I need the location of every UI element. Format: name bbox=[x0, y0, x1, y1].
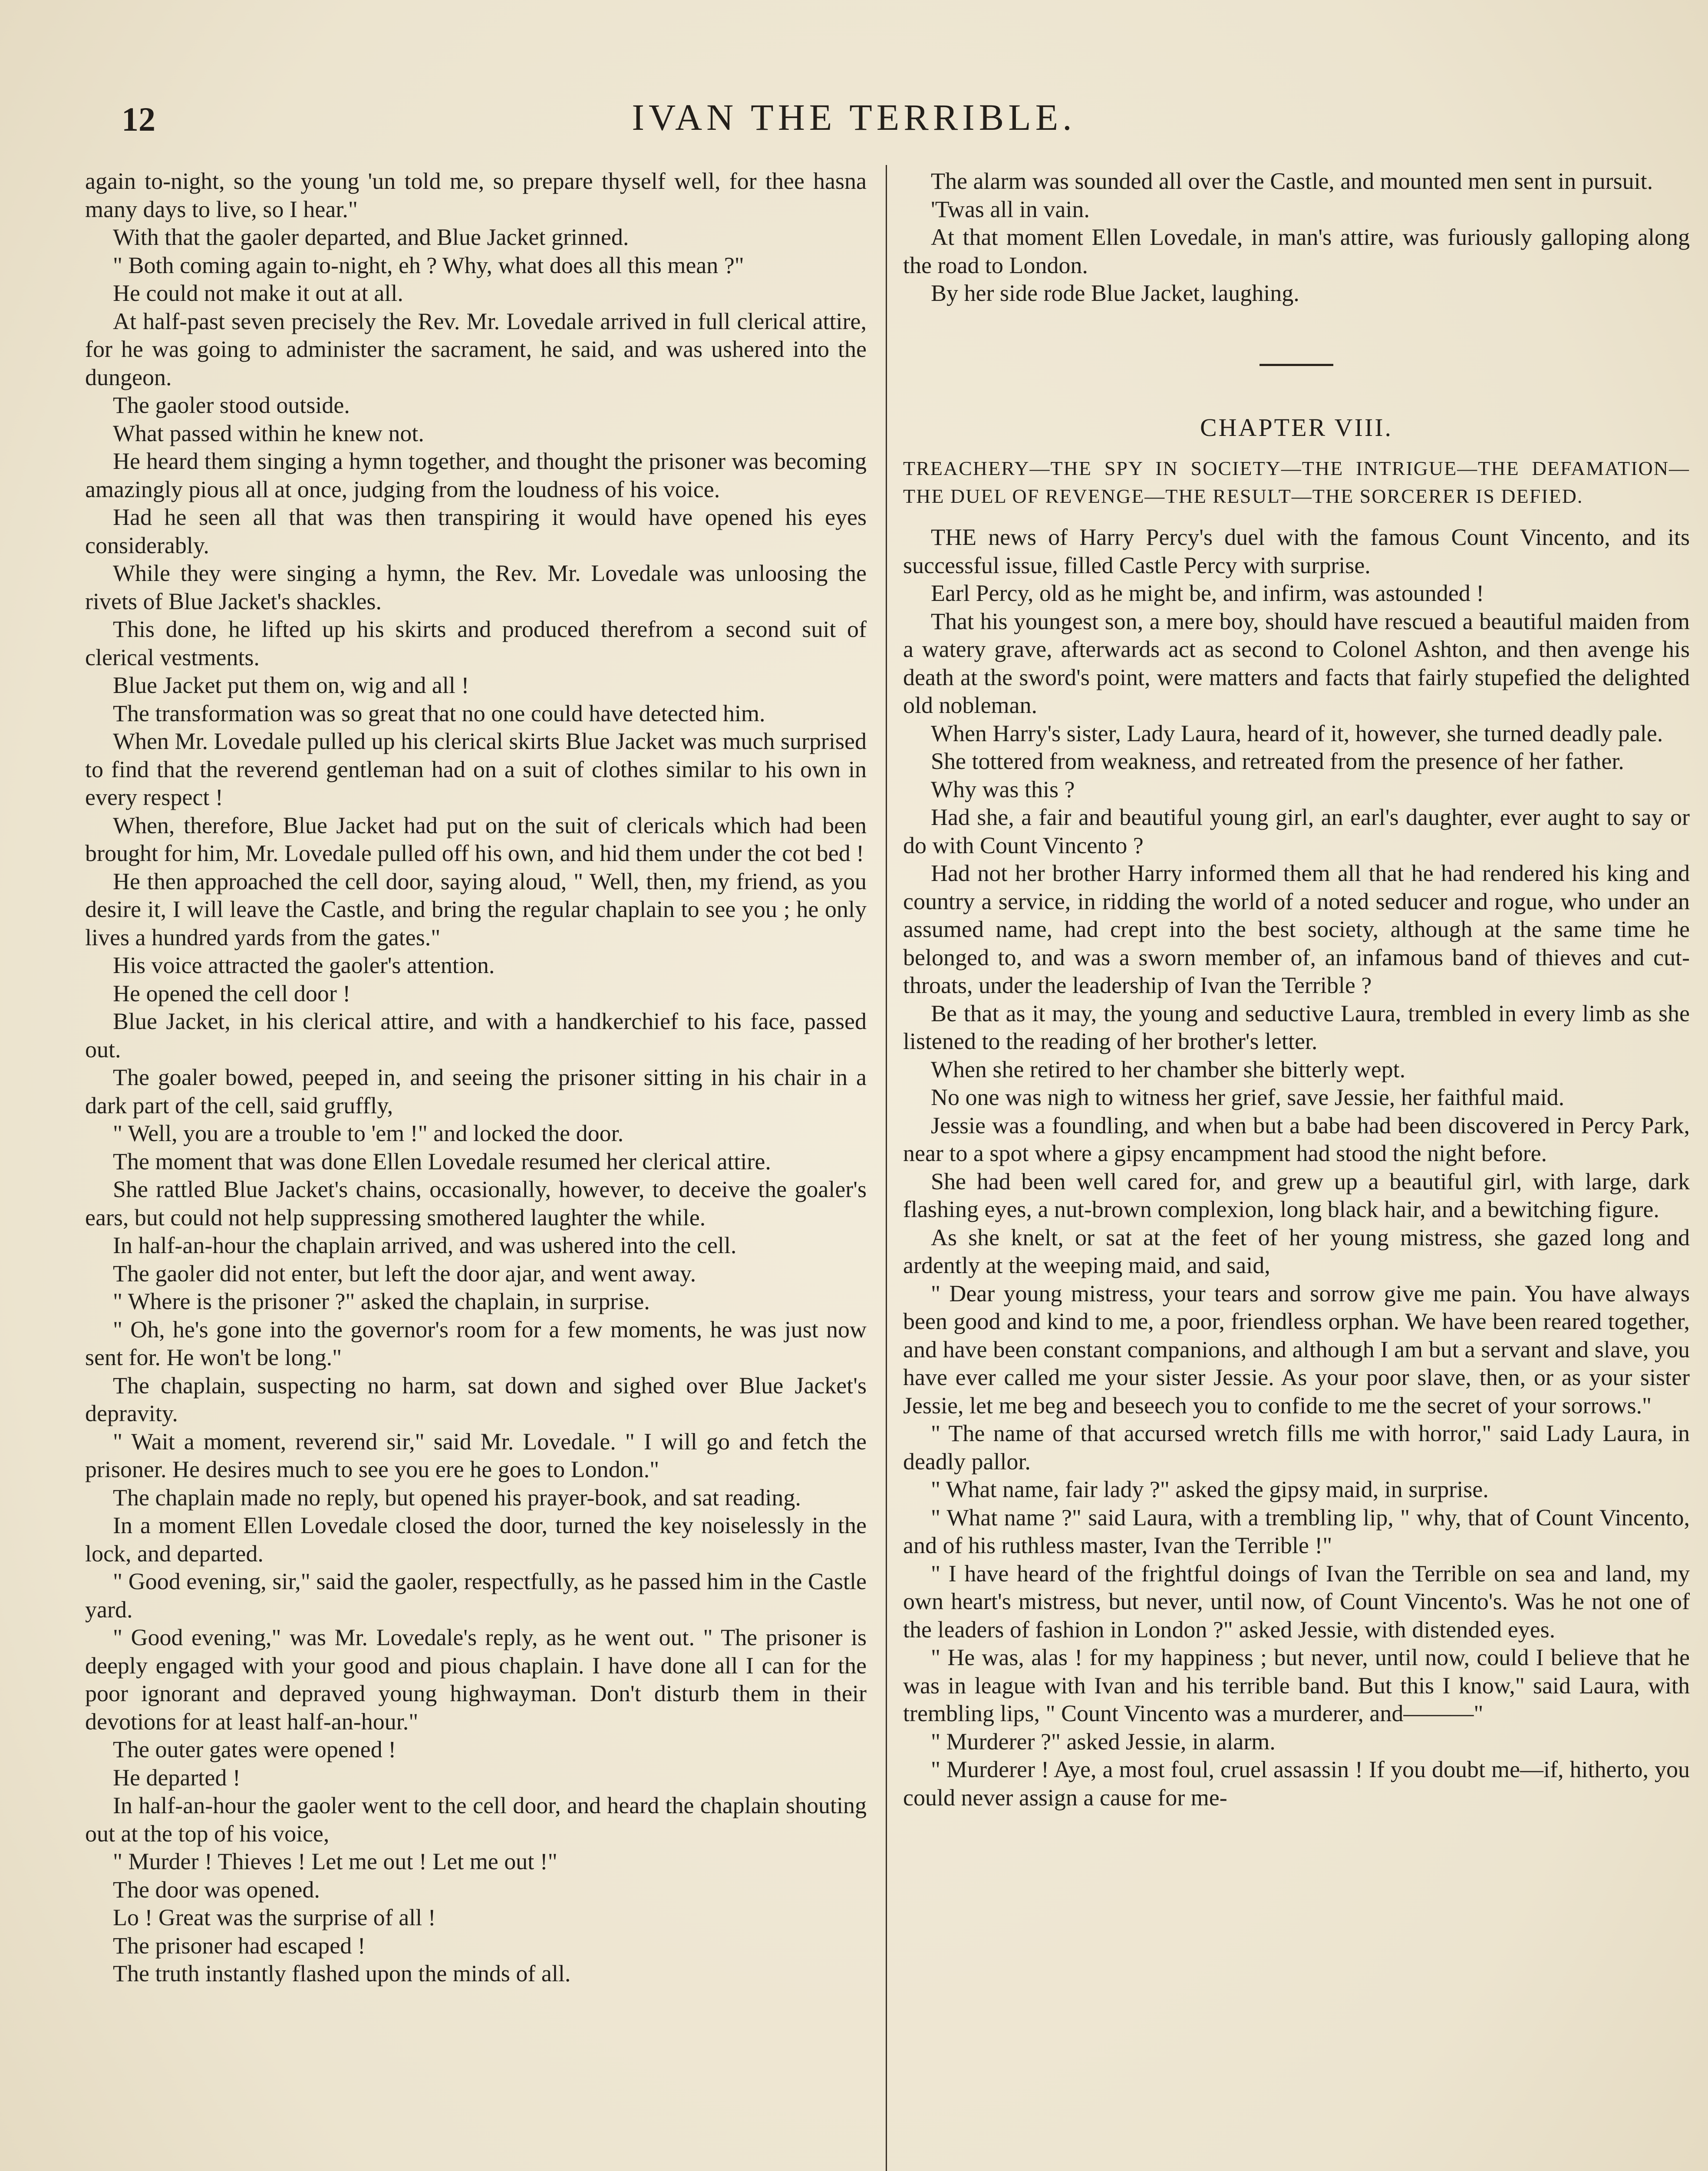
paragraph: When Mr. Lovedale pulled up his clerical skirts Blue Jacket was much surprised to find that the reverend gentleman had on a suit of clothes similar to his own in every respect ! bbox=[85, 728, 867, 810]
right-column bbox=[903, 167, 1690, 2171]
paragraph: When, therefore, Blue Jacket had put on the suit of clericals which had been brought for him, Mr. Lovedale pulled off his own, and hid them under the cot bed ! bbox=[85, 812, 867, 866]
left-column bbox=[85, 167, 867, 2171]
paragraph: He departed ! bbox=[113, 1764, 241, 1791]
paragraph: This done, he lifted up his skirts and produced therefrom a second suit of clerical vestments. bbox=[85, 616, 867, 670]
paragraph: In a moment Ellen Lovedale closed the door, turned the key noiselessly in the lock, and departed. bbox=[85, 1512, 867, 1567]
chapter-summary: TREACHERY—THE SPY IN SOCIETY—THE INTRIGUE—THE DEFAMATION—THE DUEL OF REVENGE—THE RESULT—THE SORCERER IS DEFIED. bbox=[903, 457, 1690, 507]
paragraph: Jessie was a foundling, and when but a babe had been discovered in Percy Park, near to a spot where a gipsy encampment had stood the night before. bbox=[903, 1112, 1690, 1166]
paragraph: While they were singing a hymn, the Rev. Mr. Lovedale was unloosing the rivets of Blue Jacket's shackles. bbox=[85, 560, 867, 614]
paragraph: At half-past seven precisely the Rev. Mr. Lovedale arrived in full clerical attire, for he was going to administer the sacrament, he said, and was ushered into the dungeon. bbox=[85, 308, 867, 390]
paragraph: " Dear young mistress, your tears and sorrow give me pain. You have always been good and kind to me, a poor, friendless orphan. We have been reared together, and have been constant companions, and although I am but a servant and slave, you have ever called me your sister Jessie. As your poor slave, then, or as your sister Jessie, let me beg and beseech you to confide to me the secret of your sorrows." bbox=[903, 1280, 1690, 1419]
paragraph: He then approached the cell door, saying aloud, " Well, then, my friend, as you desire it, I will leave the Castle, and bring the regular chaplain to see you ; he only lives a hundred yards from the gates." bbox=[85, 868, 867, 950]
paragraph: " Good evening, sir," said the gaoler, respectfully, as he passed him in the Castle yard. bbox=[85, 1568, 867, 1623]
page-header bbox=[87, 87, 1621, 143]
paragraph: When Harry's sister, Lady Laura, heard of it, however, she turned deadly pale. bbox=[931, 720, 1663, 746]
paragraph: As she knelt, or sat at the feet of her young mistress, she gazed long and ardently at the weeping maid, and said, bbox=[903, 1224, 1690, 1278]
paragraph: He opened the cell door ! bbox=[113, 980, 351, 1006]
page-number: 12 bbox=[122, 100, 155, 138]
paragraph: The gaoler stood outside. bbox=[113, 392, 350, 418]
paragraph: Lo ! Great was the surprise of all ! bbox=[113, 1904, 436, 1930]
paragraph: What passed within he knew not. bbox=[113, 420, 424, 446]
paragraph: Blue Jacket put them on, wig and all ! bbox=[113, 672, 469, 698]
paragraph: He heard them singing a hymn together, and thought the prisoner was becoming amazingly pious all at once, judging from the loudness of his voice. bbox=[85, 448, 867, 502]
paragraph: 'Twas all in vain. bbox=[931, 196, 1090, 222]
paragraph: The transformation was so great that no one could have detected him. bbox=[113, 700, 765, 726]
paragraph: The outer gates were opened ! bbox=[113, 1736, 396, 1762]
right-column-body bbox=[903, 523, 1690, 1811]
paragraph: THE news of Harry Percy's duel with the famous Count Vincento, and its successful issue, filled Castle Percy with surprise. bbox=[903, 524, 1690, 578]
paragraph: That his youngest son, a mere boy, should have rescued a beautiful maiden from a watery grave, afterwards act as second to Colonel Ashton, and then avenge his death at the sword's point, were matters and facts that fairly stupefied the delighted old nobleman. bbox=[903, 608, 1690, 718]
paragraph: She had been well cared for, and grew up a beautiful girl, with large, dark flashing eyes, a nut-brown complexion, long black hair, and a bewitching figure. bbox=[903, 1168, 1690, 1222]
paragraph: Had she, a fair and beautiful young girl, an earl's daughter, ever aught to say or do with Count Vincento ? bbox=[903, 804, 1690, 858]
paragraph: " Well, you are a trouble to 'em !" and locked the door. bbox=[113, 1120, 624, 1146]
paragraph: The chaplain, suspecting no harm, sat down and sighed over Blue Jacket's depravity. bbox=[85, 1372, 867, 1426]
running-title: IVAN THE TERRIBLE. bbox=[632, 96, 1076, 138]
paragraph: " Murder ! Thieves ! Let me out ! Let me out !" bbox=[113, 1848, 557, 1874]
paragraph: The prisoner had escaped ! bbox=[113, 1932, 366, 1959]
paragraph: In half-an-hour the gaoler went to the cell door, and heard the chaplain shouting out at the top of his voice, bbox=[85, 1792, 867, 1847]
paragraph: The goaler bowed, peeped in, and seeing the prisoner sitting in his chair in a dark part of the cell, said gruffly, bbox=[85, 1064, 867, 1118]
paragraph: The gaoler did not enter, but left the door ajar, and went away. bbox=[113, 1260, 696, 1287]
paragraph: " Wait a moment, reverend sir," said Mr. Lovedale. " I will go and fetch the prisoner. He desires much to see you ere he goes to London." bbox=[85, 1428, 867, 1482]
paragraph: With that the gaoler departed, and Blue Jacket grinned. bbox=[113, 224, 629, 250]
column-rule bbox=[886, 165, 887, 2171]
chapter-title: CHAPTER VIII. bbox=[1200, 413, 1393, 442]
paragraph: Had he seen all that was then transpiring it would have opened his eyes considerably. bbox=[85, 504, 867, 558]
paragraph: His voice attracted the gaoler's attention. bbox=[113, 952, 495, 978]
paragraph: In half-an-hour the chaplain arrived, and was ushered into the cell. bbox=[113, 1232, 737, 1258]
paragraph: The moment that was done Ellen Lovedale resumed her clerical attire. bbox=[113, 1148, 771, 1175]
paragraph: The chaplain made no reply, but opened his prayer-book, and sat reading. bbox=[113, 1484, 801, 1511]
paragraph: " Murderer ! Aye, a most foul, cruel assassin ! If you doubt me—if, hitherto, you could never assign a cause for me- bbox=[903, 1756, 1690, 1811]
paragraph: " He was, alas ! for my happiness ; but never, until now, could I believe that he was in league with Ivan and his terrible band. But this I know," said Laura, with trembling lips, " Count Vincento was a murderer, and———" bbox=[903, 1644, 1690, 1726]
paragraph: No one was nigh to witness her grief, save Jessie, her faithful maid. bbox=[931, 1084, 1565, 1110]
paragraph: The truth instantly flashed upon the minds of all. bbox=[113, 1960, 571, 1986]
right-column-top bbox=[903, 167, 1690, 307]
paragraph: " What name ?" said Laura, with a trembling lip, " why, that of Count Vincento, and of his ruthless master, Ivan the Terrible !" bbox=[903, 1504, 1690, 1558]
paragraph: " Good evening," was Mr. Lovedale's reply, as he went out. " The prisoner is deeply engaged with your good and pious chaplain. I have done all I can for the poor ignorant and depraved young highwayman. Don't disturb them in their devotions for at least half-an-hour." bbox=[85, 1624, 867, 1735]
section-divider bbox=[1260, 364, 1333, 366]
paragraph: She tottered from weakness, and retreated from the presence of her father. bbox=[931, 748, 1624, 774]
paragraph: " What name, fair lady ?" asked the gipsy maid, in surprise. bbox=[931, 1476, 1489, 1502]
paragraph: Be that as it may, the young and seductive Laura, trembled in every limb as she listened to the reading of her brother's letter. bbox=[903, 1000, 1690, 1054]
paragraph: " Murderer ?" asked Jessie, in alarm. bbox=[931, 1728, 1276, 1755]
paragraph: Had not her brother Harry informed them all that he had rendered his king and country a service, in ridding the world of a noted seducer and rogue, who under an assumed name, had crept into the best society, although at the same time he belonged to, and was a sworn member of, an infamous band of thieves and cut-throats, under the leadership of Ivan the Terrible ? bbox=[903, 860, 1690, 998]
paragraph: again to-night, so the young 'un told me, so prepare thyself well, for thee hasna many days to live, so I hear." bbox=[85, 168, 867, 222]
paragraph: " Both coming again to-night, eh ? Why, what does all this mean ?" bbox=[113, 252, 744, 278]
paragraph: Blue Jacket, in his clerical attire, and with a handkerchief to his face, passed out. bbox=[85, 1008, 867, 1062]
paragraph: She rattled Blue Jacket's chains, occasionally, however, to deceive the goaler's ears, but could not help suppressing smothered laughter the while. bbox=[85, 1176, 867, 1231]
paragraph: " Oh, he's gone into the governor's room for a few moments, he was just now sent for. He won't be long." bbox=[85, 1316, 867, 1370]
paragraph: He could not make it out at all. bbox=[113, 280, 403, 306]
paragraph: Why was this ? bbox=[931, 776, 1075, 802]
paragraph: Earl Percy, old as he might be, and infirm, was astounded ! bbox=[931, 580, 1484, 606]
paragraph: " Where is the prisoner ?" asked the chaplain, in surprise. bbox=[113, 1288, 650, 1314]
paragraph: The alarm was sounded all over the Castle, and mounted men sent in pursuit. bbox=[931, 168, 1653, 194]
paragraph: By her side rode Blue Jacket, laughing. bbox=[931, 280, 1299, 306]
paragraph: At that moment Ellen Lovedale, in man's attire, was furiously galloping along the road to London. bbox=[903, 224, 1690, 278]
paragraph: " I have heard of the frightful doings of Ivan the Terrible on sea and land, my own heart's mistress, but never, until now, of Count Vincento's. Was he not one of the leaders of fashion in London ?" asked Jessie, with distended eyes. bbox=[903, 1560, 1690, 1643]
paragraph: The door was opened. bbox=[113, 1876, 320, 1903]
paragraph: When she retired to her chamber she bitterly wept. bbox=[931, 1056, 1406, 1082]
paragraph: " The name of that accursed wretch fills me with horror," said Lady Laura, in deadly pallor. bbox=[903, 1420, 1690, 1475]
